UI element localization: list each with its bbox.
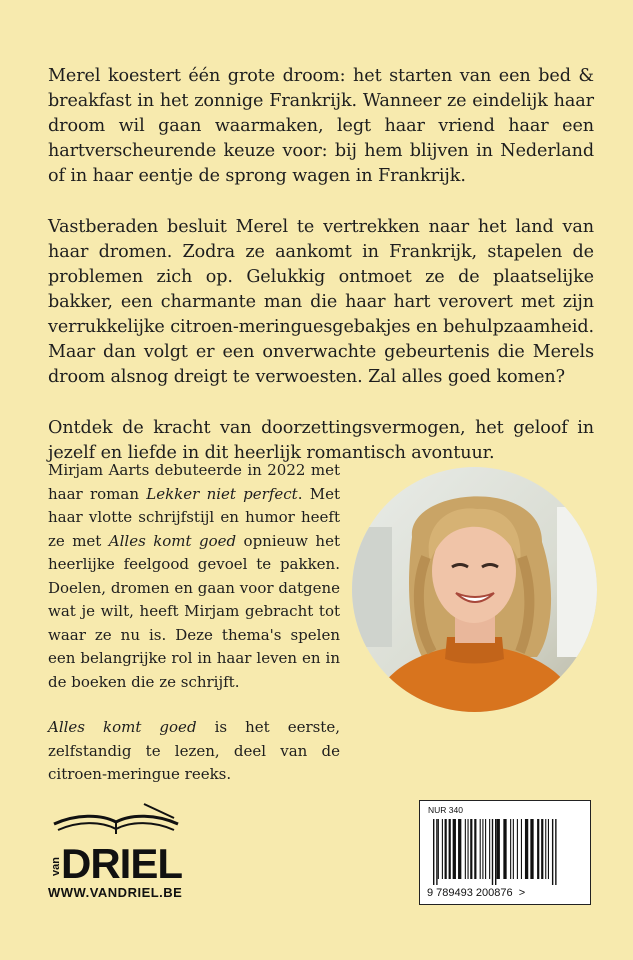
blurb-paragraph-3: Ontdek de kracht van doorzettingsvermogen, het geloof in jezelf en liefde in dit heerlijk romantisch avontuur. bbox=[48, 418, 594, 463]
bio-paragraph-1 bbox=[48, 459, 340, 694]
book-title-debut: Lekker niet perfect bbox=[146, 484, 298, 503]
barcode-bars bbox=[433, 819, 578, 885]
author-portrait-illustration bbox=[352, 467, 597, 712]
logo-big-text: DRIEL bbox=[61, 840, 182, 887]
author-photo bbox=[352, 467, 597, 712]
barcode-bar bbox=[438, 819, 439, 879]
back-cover-blurb bbox=[48, 64, 594, 492]
book-title: Alles komt goed bbox=[108, 531, 237, 550]
barcode-bar bbox=[474, 819, 476, 879]
nur-code: NUR 340 bbox=[428, 805, 463, 815]
barcode-bar bbox=[503, 819, 506, 879]
isbn-barcode bbox=[419, 800, 591, 905]
barcode-bar bbox=[555, 819, 556, 885]
barcode-bar bbox=[510, 819, 511, 879]
barcode-bar bbox=[453, 819, 456, 879]
barcode-bar bbox=[548, 819, 549, 879]
barcode-bar bbox=[513, 819, 514, 879]
barcode-bar bbox=[470, 819, 472, 879]
bio-paragraph-2 bbox=[48, 716, 340, 787]
barcode-bar bbox=[445, 819, 447, 879]
book-title: Alles komt goed bbox=[48, 718, 197, 736]
barcode-bar bbox=[485, 819, 486, 879]
barcode-bar bbox=[468, 819, 469, 879]
barcode-bar bbox=[545, 819, 546, 879]
publisher-logo bbox=[46, 800, 186, 890]
barcode-bar bbox=[497, 819, 500, 879]
barcode-bar bbox=[436, 819, 437, 885]
blurb-paragraph-1: Merel koestert één grote droom: het starten van een bed & breakfast in het zonnige Frankrijk. Wanneer ze eindelijk haar droom wil gaan waarmaken, legt haar vriend haar een hartverscheurende keuze voor: bij hem blijven in Nederland of in haar eentje de sprong wagen in Frankrijk. bbox=[48, 66, 594, 186]
bio-text: opnieuw het heerlijke feelgood gevoel te pakken. Doelen, dromen en gaan voor datgene wat je wilt, heeft Mirjam gebracht tot waar ze nu is. Deze thema's spelen een belangrijke rol in haar leven en in de boeken die ze schrijft. bbox=[48, 531, 340, 691]
barcode-bar bbox=[449, 819, 451, 879]
barcode-bar bbox=[489, 819, 490, 879]
barcode-bar bbox=[465, 819, 466, 879]
barcode-bar bbox=[525, 819, 528, 879]
barcode-bar bbox=[495, 819, 496, 885]
barcode-bar bbox=[521, 819, 522, 879]
bio-text: Mirjam Aarts debuteerde in 2022 met haar roman bbox=[48, 461, 340, 503]
ean-number: 9 789493 200876 > bbox=[427, 887, 526, 899]
barcode-bar bbox=[433, 819, 434, 885]
barcode-bar bbox=[530, 819, 533, 879]
barcode-bar bbox=[482, 819, 483, 879]
bio-text: . Met haar vlotte schrijfstijl en humor heeft ze met bbox=[48, 484, 340, 550]
publisher-website: WWW.VANDRIEL.BE bbox=[48, 885, 183, 900]
barcode-bar bbox=[458, 819, 461, 879]
barcode-bar bbox=[492, 819, 493, 885]
barcode-bar bbox=[537, 819, 539, 879]
author-bio bbox=[48, 459, 340, 809]
logo-small-text: van bbox=[50, 857, 62, 876]
barcode-bar bbox=[552, 819, 553, 885]
blurb-paragraph-2: Vastberaden besluit Merel te vertrekken naar het land van haar dromen. Zodra ze aankomt in Frankrijk, stapelen de problemen zich op. Gelukkig ontmoet ze de plaatselijke bakker, een charmante man die haar hart verovert met zijn verrukkelijke citroen-meringuesgebakjes en behulpzaamheid. Maar dan volgt er een onverwachte gebeurtenis die Merels droom alsnog dreigt te verwoesten. Zal alles goed komen? bbox=[48, 217, 594, 387]
barcode-bar bbox=[517, 819, 518, 879]
bio-text: is het eerste, zelfstandig te lezen, deel van de citroen-meringue reeks. bbox=[48, 718, 340, 783]
barcode-bar bbox=[541, 819, 543, 879]
open-book-icon bbox=[46, 800, 186, 890]
barcode-bar bbox=[480, 819, 481, 879]
barcode-bar bbox=[442, 819, 443, 879]
